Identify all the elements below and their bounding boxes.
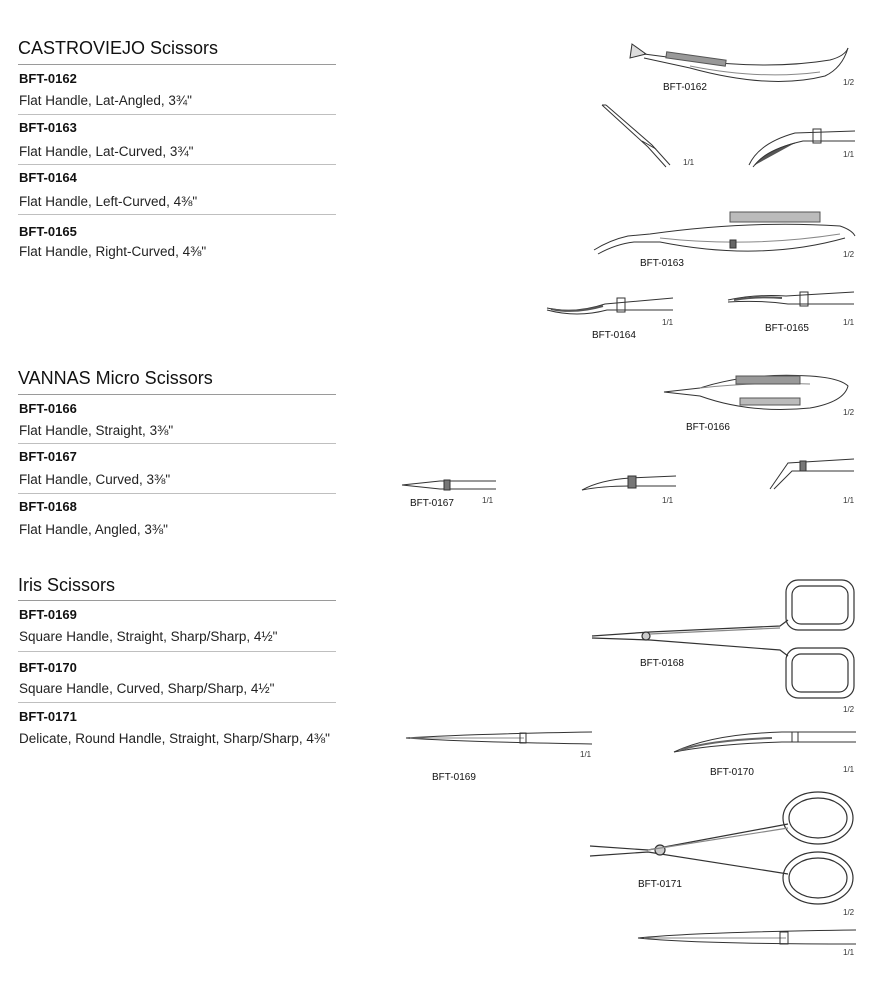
item-code-bft-0171: BFT-0171 xyxy=(19,709,77,724)
bft-0169-tip-detail xyxy=(404,728,594,748)
item-desc-bft-0163: Flat Handle, Lat-Curved, 3¾" xyxy=(19,144,194,159)
bft-0168-angled-tip xyxy=(766,457,858,493)
item-divider xyxy=(18,114,336,115)
bft-0164-tip-detail xyxy=(545,292,675,322)
figure-label-bft-0168: BFT-0168 xyxy=(640,658,684,669)
section-title-iris: Iris Scissors xyxy=(18,575,116,595)
item-desc-bft-0168: Flat Handle, Angled, 3⅜" xyxy=(19,522,168,537)
figure-label-bft-0164: BFT-0164 xyxy=(592,330,636,341)
bft-0162-drawing xyxy=(620,38,860,93)
scale-mark: 1/1 xyxy=(683,158,695,167)
item-desc-bft-0162: Flat Handle, Lat-Angled, 3¾" xyxy=(19,93,192,108)
figure-label-bft-0163: BFT-0163 xyxy=(640,258,684,269)
scale-mark: 1/2 xyxy=(843,250,855,259)
section-divider xyxy=(18,600,336,601)
bft-0171-drawing xyxy=(588,788,860,908)
scale-mark: 1/1 xyxy=(843,948,855,957)
item-desc-bft-0170: Square Handle, Curved, Sharp/Sharp, 4½" xyxy=(19,681,275,696)
scale-mark: 1/1 xyxy=(482,496,494,505)
bft-0171-tip-detail xyxy=(636,926,858,948)
item-code-bft-0167: BFT-0167 xyxy=(19,449,77,464)
scale-mark: 1/1 xyxy=(662,318,674,327)
figure-label-bft-0171: BFT-0171 xyxy=(638,879,682,890)
item-divider xyxy=(18,493,336,494)
scale-mark: 1/1 xyxy=(843,496,855,505)
item-divider xyxy=(18,164,336,165)
item-desc-bft-0164: Flat Handle, Left-Curved, 4⅜" xyxy=(19,194,198,209)
scale-mark: 1/1 xyxy=(843,765,855,774)
iris-square-handle-drawing xyxy=(590,576,860,706)
bft-0163-tip-detail xyxy=(745,125,860,170)
scale-mark: 1/1 xyxy=(662,496,674,505)
scale-mark: 1/2 xyxy=(843,408,855,417)
figure-label-bft-0166: BFT-0166 xyxy=(686,422,730,433)
item-code-bft-0163: BFT-0163 xyxy=(19,120,77,135)
item-code-bft-0170: BFT-0170 xyxy=(19,660,77,675)
bft-0167-curved-tip xyxy=(580,472,680,496)
bft-0167-tip-detail xyxy=(400,475,500,495)
item-divider xyxy=(18,651,336,652)
item-code-bft-0169: BFT-0169 xyxy=(19,607,77,622)
item-divider xyxy=(18,443,336,444)
item-desc-bft-0166: Flat Handle, Straight, 3⅜" xyxy=(19,423,174,438)
figure-label-bft-0170: BFT-0170 xyxy=(710,767,754,778)
figure-label-bft-0167: BFT-0167 xyxy=(410,498,454,509)
item-code-bft-0165: BFT-0165 xyxy=(19,224,77,239)
section-divider xyxy=(18,394,336,395)
scale-mark: 1/2 xyxy=(843,908,855,917)
item-code-bft-0162: BFT-0162 xyxy=(19,71,77,86)
item-divider xyxy=(18,214,336,215)
figure-label-bft-0162: BFT-0162 xyxy=(663,82,707,93)
bft-0163-drawing xyxy=(590,200,860,262)
item-code-bft-0166: BFT-0166 xyxy=(19,401,77,416)
scale-mark: 1/2 xyxy=(843,78,855,87)
item-code-bft-0164: BFT-0164 xyxy=(19,170,77,185)
section-title-castroviejo: CASTROVIEJO Scissors xyxy=(18,38,219,58)
figure-label-bft-0165: BFT-0165 xyxy=(765,323,809,334)
bft-0170-tip-detail xyxy=(672,726,858,756)
scale-mark: 1/1 xyxy=(843,150,855,159)
scale-mark: 1/1 xyxy=(580,750,592,759)
bft-0165-tip-detail xyxy=(726,288,856,316)
bft-0162-tip-detail xyxy=(598,103,678,173)
item-desc-bft-0165: Flat Handle, Right-Curved, 4⅜" xyxy=(19,244,207,259)
scale-mark: 1/1 xyxy=(843,318,855,327)
bft-0166-drawing xyxy=(660,362,860,417)
scale-mark: 1/2 xyxy=(843,705,855,714)
section-divider xyxy=(18,64,336,65)
figure-label-bft-0169: BFT-0169 xyxy=(432,772,476,783)
section-title-vannas: VANNAS Micro Scissors xyxy=(18,368,213,388)
item-code-bft-0168: BFT-0168 xyxy=(19,499,77,514)
item-divider xyxy=(18,702,336,703)
item-desc-bft-0167: Flat Handle, Curved, 3⅜" xyxy=(19,472,171,487)
item-desc-bft-0171: Delicate, Round Handle, Straight, Sharp/Sharp, 4⅜" xyxy=(19,731,330,746)
item-desc-bft-0169: Square Handle, Straight, Sharp/Sharp, 4½" xyxy=(19,629,278,644)
